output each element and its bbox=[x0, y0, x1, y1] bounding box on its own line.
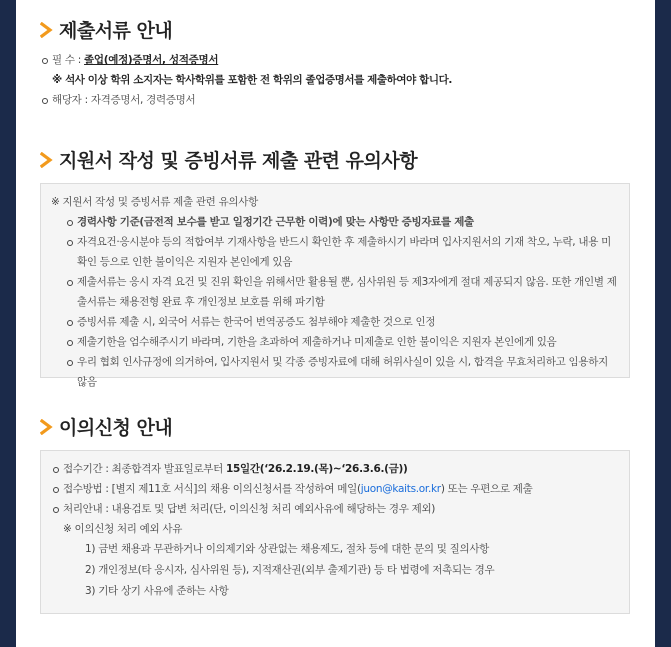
section-title-text: 이의신청 안내 bbox=[59, 417, 173, 439]
chevron-right-icon bbox=[40, 152, 53, 168]
section-title-submit-docs bbox=[40, 16, 172, 43]
objection-list bbox=[51, 459, 619, 519]
exception-item: 3) 기타 상기 사유에 준하는 사항 bbox=[85, 585, 229, 597]
section-title-objection bbox=[40, 413, 172, 440]
caution-box-head: ※ 지원서 작성 및 증빙서류 제출 관련 유의사항 bbox=[51, 196, 258, 208]
caution-list bbox=[51, 212, 619, 392]
list-item-period: 접수기간 : 최종합격자 발표일로부터 15일간(‘26.2.19.(목)~‘26.3.6.(금)) bbox=[51, 459, 619, 479]
list-item-applicable: 해당자 : 자격증명서, 경력증명서 bbox=[40, 90, 630, 110]
list-item: 우리 협회 인사규정에 의거하여, 입사지원서 및 각종 증빙자료에 대해 허위사실이 있을 시, 합격을 무효처리하고 임용하지 않음 bbox=[65, 352, 619, 392]
list-item: 자격요건·응시분야 등의 적합여부 기재사항을 반드시 확인한 후 제출하시기 바라며 입사지원서의 기재 착오, 누락, 내용 미확인 등으로 인한 불이익은 지원자 본인에게 있음 bbox=[65, 232, 619, 272]
exception-item: 1) 금번 채용과 무관하거나 이의제기와 상관없는 채용제도, 절차 등에 대한 문의 및 질의사항 bbox=[85, 543, 490, 555]
list-item: 제출기한을 엄수해주시기 바라며, 기한을 초과하여 제출하거나 미제출로 인한 불이익은 지원자 본인에게 있음 bbox=[65, 332, 619, 352]
chevron-right-icon bbox=[40, 419, 53, 435]
list-item-required: 필 수 : 졸업(예정)증명서, 성적증명서 ※ 석사 이상 학위 소지자는 학사학위를 포함한 전 학위의 졸업증명서를 제출하여야 합니다. bbox=[40, 50, 630, 90]
email-link[interactable]: juon@kaits.or.kr bbox=[360, 483, 441, 495]
caution-box bbox=[40, 183, 630, 388]
exception-item: 2) 개인정보(타 응시자, 심사위원 등), 지적재산권(외부 출제기관) 등 타 법령에 저촉되는 경우 bbox=[85, 564, 495, 576]
list-item-process: 처리안내 : 내용검토 및 답변 처리(단, 이의신청 처리 예외사유에 해당하는 경우 제외) bbox=[51, 499, 619, 519]
chevron-right-icon bbox=[40, 22, 53, 38]
exception-list bbox=[51, 539, 619, 602]
required-docs: 졸업(예정)증명서, 성적증명서 bbox=[84, 54, 219, 66]
objection-period: 15일간(‘26.2.19.(목)~‘26.3.6.(금)) bbox=[226, 463, 408, 475]
list-item: 증빙서류 제출 시, 외국어 서류는 한국어 번역공증도 첨부해야 제출한 것으로 인정 bbox=[65, 312, 619, 332]
list-item: 제출서류는 응시 자격 요건 및 진위 확인을 위해서만 활용될 뿐, 심사위원 등 제3자에게 절대 제공되지 않음. 또한 개인별 제출서류는 채용전형 완료 후 개인정보 보호를 위해 파기함 bbox=[65, 272, 619, 312]
exception-head: ※ 이의신청 처리 예외 사유 bbox=[63, 523, 183, 535]
section-title-text: 지원서 작성 및 증빙서류 제출 관련 유의사항 bbox=[59, 150, 418, 172]
list-item: 경력사항 기준(금전적 보수를 받고 일정기간 근무한 이력)에 맞는 사항만 증빙자료를 제출 bbox=[65, 212, 619, 232]
list-item-method: 접수방법 : [별지 제11호 서식]의 채용 이의신청서를 작성하여 메일(juon@kaits.or.kr) 또는 우편으로 제출 bbox=[51, 479, 619, 499]
section-title-caution bbox=[40, 146, 417, 173]
required-note: ※ 석사 이상 학위 소지자는 학사학위를 포함한 전 학위의 졸업증명서를 제출하여야 합니다. bbox=[52, 74, 452, 86]
submit-docs-list bbox=[40, 50, 630, 110]
page bbox=[16, 0, 655, 647]
objection-box bbox=[40, 450, 630, 614]
section-title-text: 제출서류 안내 bbox=[59, 20, 173, 42]
